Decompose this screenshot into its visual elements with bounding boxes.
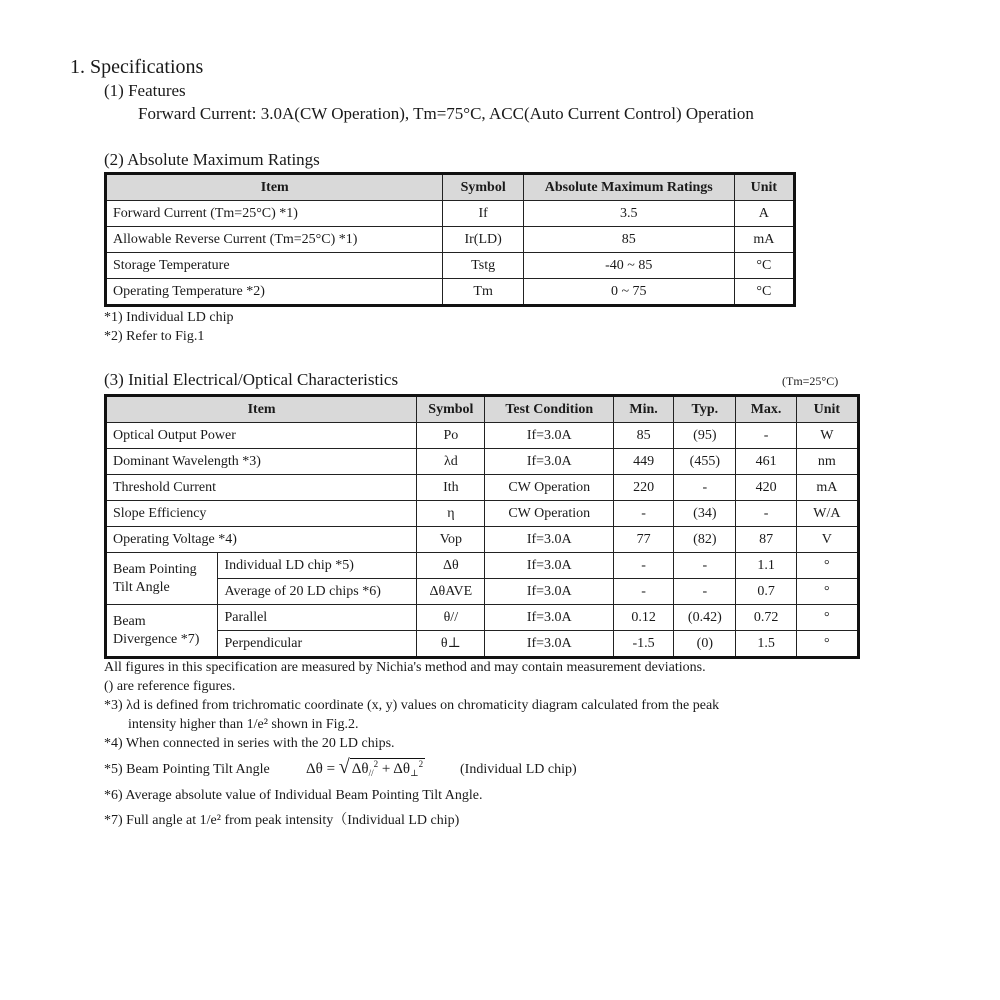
cell: Ith [417,475,485,501]
cell: Tm [443,279,523,306]
cell: ° [796,631,858,658]
cell: θ⊥ [417,631,485,658]
temperature-condition: (Tm=25°C) [782,374,839,388]
column-header: Max. [736,396,796,423]
cell: Average of 20 LD chips *6) [218,579,417,605]
cell: ° [796,553,858,579]
cell: Operating Voltage *4) [106,527,417,553]
cell: -40 ~ 85 [523,253,734,279]
note: *1) Individual LD chip [104,310,234,325]
column-header: Symbol [417,396,485,423]
cell: Po [417,423,485,449]
cell: ΔθAVE [417,579,485,605]
cell: Parallel [218,605,417,631]
note: *6) Average absolute value of Individual Beam Pointing Tilt Angle. [104,788,483,803]
cell: 3.5 [523,201,734,227]
cell: Ir(LD) [443,227,523,253]
cell: 0.72 [736,605,796,631]
cell: Δθ [417,553,485,579]
cell: η [417,501,485,527]
table-row [106,253,795,279]
group-label: Beam Divergence *7) [106,605,218,658]
cell: - [674,553,736,579]
column-header: Typ. [674,396,736,423]
cell: (0) [674,631,736,658]
column-header: Absolute Maximum Ratings [523,174,734,201]
features-text: Forward Current: 3.0A(CW Operation), Tm=75°C, ACC(Auto Current Control) Operation [138,104,754,123]
cell: If=3.0A [485,631,614,658]
features-heading: (1) Features [104,81,186,100]
cell: (82) [674,527,736,553]
cell: ° [796,579,858,605]
cell: (455) [674,449,736,475]
cell: - [674,579,736,605]
column-header: Unit [734,174,794,201]
table-row [106,475,859,501]
cell: 85 [613,423,673,449]
cell: mA [734,227,794,253]
cell: Perpendicular [218,631,417,658]
cell: (0.42) [674,605,736,631]
cell: - [613,579,673,605]
elec-heading: (3) Initial Electrical/Optical Characteristics [104,370,399,389]
cell: Slope Efficiency [106,501,417,527]
note: (Individual LD chip) [460,762,577,777]
cell: 1.1 [736,553,796,579]
note: *7) Full angle at 1/e² from peak intensity（Individual LD chip) [104,813,460,828]
cell: Tstg [443,253,523,279]
cell: If=3.0A [485,553,614,579]
cell: - [736,423,796,449]
cell: 220 [613,475,673,501]
table-row [106,631,859,658]
note: All figures in this specification are measured by Nichia's method and may contain measurement deviations. [104,660,706,675]
cell: Vop [417,527,485,553]
cell: Allowable Reverse Current (Tm=25°C) *1) [106,227,443,253]
cell: °C [734,253,794,279]
cell: W/A [796,501,858,527]
column-header: Min. [613,396,673,423]
abs-max-table [104,172,796,307]
cell: (34) [674,501,736,527]
note: *4) When connected in series with the 20 LD chips. [104,736,395,751]
cell: °C [734,279,794,306]
cell: Optical Output Power [106,423,417,449]
note: *3) λd is defined from trichromatic coordinate (x, y) values on chromaticity diagram calculated from the peak [104,698,720,713]
table-header-row [106,174,795,201]
cell: 420 [736,475,796,501]
elec-table [104,394,860,659]
cell: If=3.0A [485,449,614,475]
table-row [106,227,795,253]
group-label: Beam Pointing Tilt Angle [106,553,218,605]
note: *5) Beam Pointing Tilt Angle [104,762,270,777]
cell: nm [796,449,858,475]
cell: 77 [613,527,673,553]
cell: 0.12 [613,605,673,631]
section-title: 1. Specifications [70,56,204,78]
cell: - [674,475,736,501]
table-row [106,201,795,227]
cell: λd [417,449,485,475]
table-row [106,449,859,475]
table-row [106,279,795,306]
cell: V [796,527,858,553]
cell: - [613,553,673,579]
cell: CW Operation [485,475,614,501]
cell: If=3.0A [485,527,614,553]
cell: If=3.0A [485,605,614,631]
table-row [106,527,859,553]
cell: If=3.0A [485,579,614,605]
column-header: Symbol [443,174,523,201]
cell: ° [796,605,858,631]
cell: θ// [417,605,485,631]
table-row [106,423,859,449]
cell: (95) [674,423,736,449]
note: *2) Refer to Fig.1 [104,329,205,344]
cell: -1.5 [613,631,673,658]
cell: - [613,501,673,527]
cell: 85 [523,227,734,253]
cell: 0 ~ 75 [523,279,734,306]
cell: 0.7 [736,579,796,605]
table-row [106,501,859,527]
column-header: Item [106,396,417,423]
table-header-row [106,396,859,423]
cell: A [734,201,794,227]
cell: If=3.0A [485,423,614,449]
cell: 1.5 [736,631,796,658]
abs-max-heading: (2) Absolute Maximum Ratings [104,150,320,169]
cell: 449 [613,449,673,475]
cell: W [796,423,858,449]
cell: Operating Temperature *2) [106,279,443,306]
cell: Dominant Wavelength *3) [106,449,417,475]
cell: Storage Temperature [106,253,443,279]
cell: mA [796,475,858,501]
cell: Threshold Current [106,475,417,501]
cell: 461 [736,449,796,475]
column-header: Unit [796,396,858,423]
table-row [106,553,859,579]
cell: Individual LD chip *5) [218,553,417,579]
column-header: Item [106,174,443,201]
cell: - [736,501,796,527]
cell: CW Operation [485,501,614,527]
note: () are reference figures. [104,679,236,694]
cell: 87 [736,527,796,553]
table-row [106,605,859,631]
note: intensity higher than 1/e² shown in Fig.2. [128,717,359,732]
table-row [106,579,859,605]
cell: Forward Current (Tm=25°C) *1) [106,201,443,227]
cell: If [443,201,523,227]
column-header: Test Condition [485,396,614,423]
tilt-angle-formula: Δθ = √ $\Delta\theta_{//}^2 + \Delta\theta_\perp^2$ [306,756,424,778]
